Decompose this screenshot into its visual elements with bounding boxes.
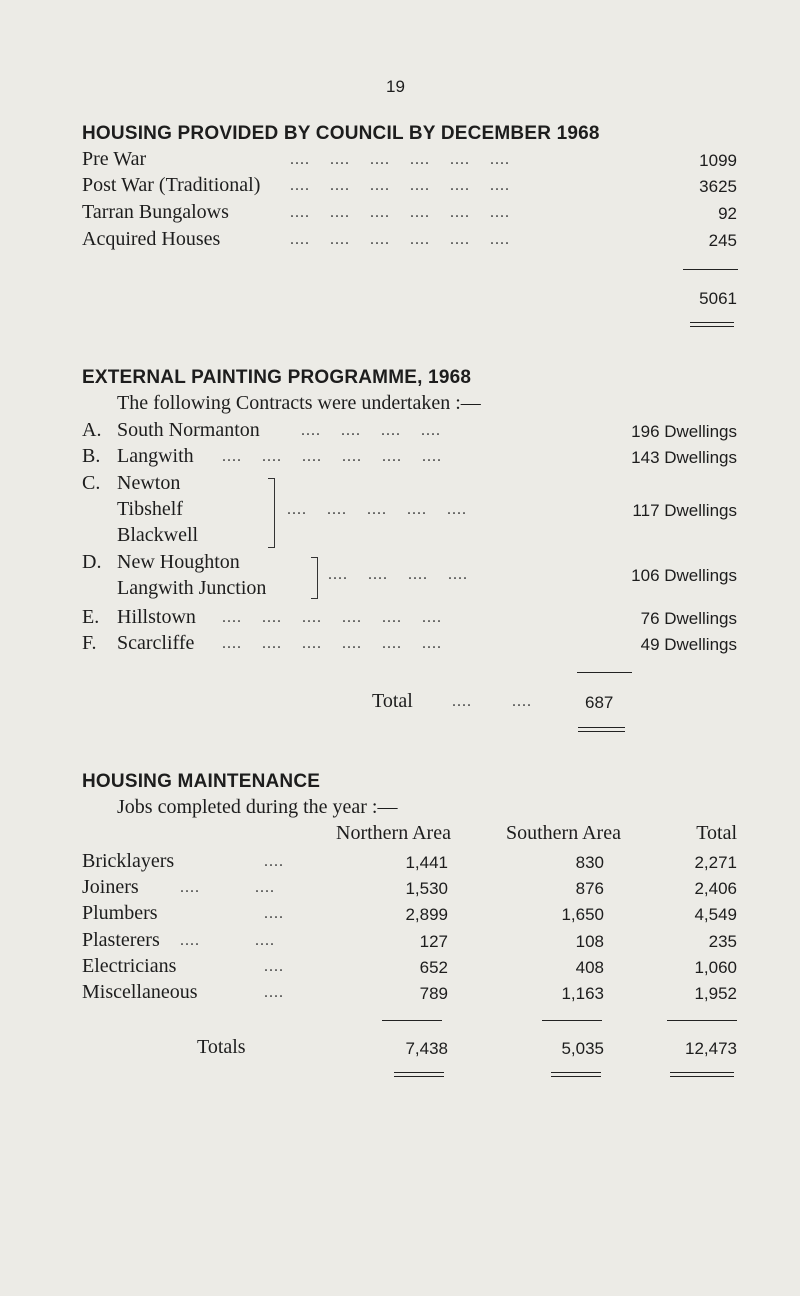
painting-total-label: Total	[372, 690, 413, 712]
leader-dots: .... ....	[180, 932, 275, 949]
painting-total-value: 687	[585, 693, 614, 712]
housing-row-value: 92	[718, 204, 737, 223]
total-value: 2,271	[694, 853, 737, 872]
northern-value: 1,530	[405, 879, 448, 898]
housing-row-label: Acquired Houses	[82, 228, 221, 250]
leader-dots: .... .... .... ....	[301, 422, 441, 439]
contract-place: South Normanton	[117, 419, 260, 441]
maintenance-heading: HOUSING MAINTENANCE	[82, 771, 321, 792]
total-value: 2,406	[694, 879, 737, 898]
trade-label: Electricians	[82, 955, 177, 977]
southern-value: 1,650	[561, 905, 604, 924]
painting-intro: The following Contracts were undertaken :—	[117, 392, 481, 414]
page-number: 19	[386, 77, 405, 96]
contract-place: Hillstown	[117, 606, 196, 628]
contract-letter: A.	[82, 419, 102, 441]
sum-rule	[667, 1020, 737, 1021]
contract-letter: F.	[82, 632, 97, 654]
leader-dots: .... .... .... .... ....	[287, 501, 467, 518]
southern-value: 1,163	[561, 984, 604, 1003]
trade-label: Plumbers	[82, 902, 158, 924]
leader-dots: .... ....	[452, 693, 532, 710]
contract-dwellings: 143 Dwellings	[631, 448, 737, 467]
contract-place: Langwith Junction	[117, 577, 267, 599]
housing-total: 5061	[699, 289, 737, 308]
trade-label: Miscellaneous	[82, 981, 198, 1003]
leader-dots: .... .... .... .... .... ....	[222, 635, 442, 652]
leader-dots: ....	[264, 905, 284, 922]
housing-row-value: 1099	[699, 151, 737, 170]
northern-value: 127	[419, 932, 448, 951]
contract-letter: D.	[82, 551, 102, 573]
contract-letter: E.	[82, 606, 100, 628]
sum-rule	[382, 1020, 442, 1021]
contract-dwellings: 117 Dwellings	[632, 501, 737, 520]
leader-dots: ....	[264, 958, 284, 975]
totals-label: Totals	[197, 1036, 246, 1058]
contract-place: New Houghton	[117, 551, 240, 573]
leader-dots: .... .... .... .... .... ....	[290, 231, 510, 248]
southern-value: 408	[575, 958, 604, 977]
contract-place: Scarcliffe	[117, 632, 195, 654]
double-rule	[551, 1072, 601, 1077]
leader-dots: .... ....	[180, 879, 275, 896]
sum-rule	[577, 672, 632, 673]
northern-total: 7,438	[405, 1039, 448, 1058]
contract-dwellings: 196 Dwellings	[631, 422, 737, 441]
housing-row-label: Tarran Bungalows	[82, 201, 229, 223]
contract-dwellings: 76 Dwellings	[640, 609, 737, 628]
column-header-northern: Northern Area	[336, 822, 451, 844]
leader-dots: .... .... .... .... .... ....	[222, 609, 442, 626]
contract-place: Tibshelf	[117, 498, 183, 520]
leader-dots: .... .... .... .... .... ....	[222, 448, 442, 465]
column-header-total: Total	[696, 822, 737, 844]
southern-total: 5,035	[561, 1039, 604, 1058]
total-value: 4,549	[694, 905, 737, 924]
sum-rule	[683, 269, 738, 270]
sum-rule	[542, 1020, 602, 1021]
trade-label: Bricklayers	[82, 850, 175, 872]
southern-value: 876	[575, 879, 604, 898]
double-rule	[394, 1072, 444, 1077]
housing-row-value: 3625	[699, 177, 737, 196]
total-value: 1,952	[694, 984, 737, 1003]
leader-dots: ....	[264, 984, 284, 1001]
northern-value: 652	[419, 958, 448, 977]
northern-value: 2,899	[405, 905, 448, 924]
trade-label: Plasterers	[82, 929, 160, 951]
northern-value: 789	[419, 984, 448, 1003]
contract-letter: B.	[82, 445, 101, 467]
column-header-southern: Southern Area	[506, 822, 621, 844]
contract-dwellings: 106 Dwellings	[631, 566, 737, 585]
southern-value: 830	[575, 853, 604, 872]
housing-row-label: Pre War	[82, 148, 147, 170]
leader-dots: .... .... .... .... .... ....	[290, 177, 510, 194]
painting-heading: EXTERNAL PAINTING PROGRAMME, 1968	[82, 367, 472, 388]
maintenance-intro: Jobs completed during the year :—	[117, 796, 398, 818]
northern-value: 1,441	[405, 853, 448, 872]
total-value: 1,060	[694, 958, 737, 977]
contract-letter: C.	[82, 472, 101, 494]
double-rule	[578, 727, 625, 732]
total-value: 235	[708, 932, 737, 951]
leader-dots: ....	[264, 853, 284, 870]
trade-label: Joiners	[82, 876, 139, 898]
contract-place: Langwith	[117, 445, 194, 467]
southern-value: 108	[575, 932, 604, 951]
grouping-brace	[268, 478, 275, 548]
contract-place: Newton	[117, 472, 181, 494]
leader-dots: .... .... .... ....	[328, 566, 468, 583]
double-rule	[670, 1072, 734, 1077]
grand-total: 12,473	[685, 1039, 737, 1058]
leader-dots: .... .... .... .... .... ....	[290, 151, 510, 168]
contract-place: Blackwell	[117, 524, 199, 546]
housing-provided-heading: HOUSING PROVIDED BY COUNCIL BY DECEMBER 1968	[82, 123, 600, 144]
grouping-brace	[311, 557, 318, 599]
housing-row-value: 245	[708, 231, 737, 250]
contract-dwellings: 49 Dwellings	[640, 635, 737, 654]
double-rule	[690, 322, 734, 327]
housing-row-label: Post War (Traditional)	[82, 174, 261, 196]
leader-dots: .... .... .... .... .... ....	[290, 204, 510, 221]
